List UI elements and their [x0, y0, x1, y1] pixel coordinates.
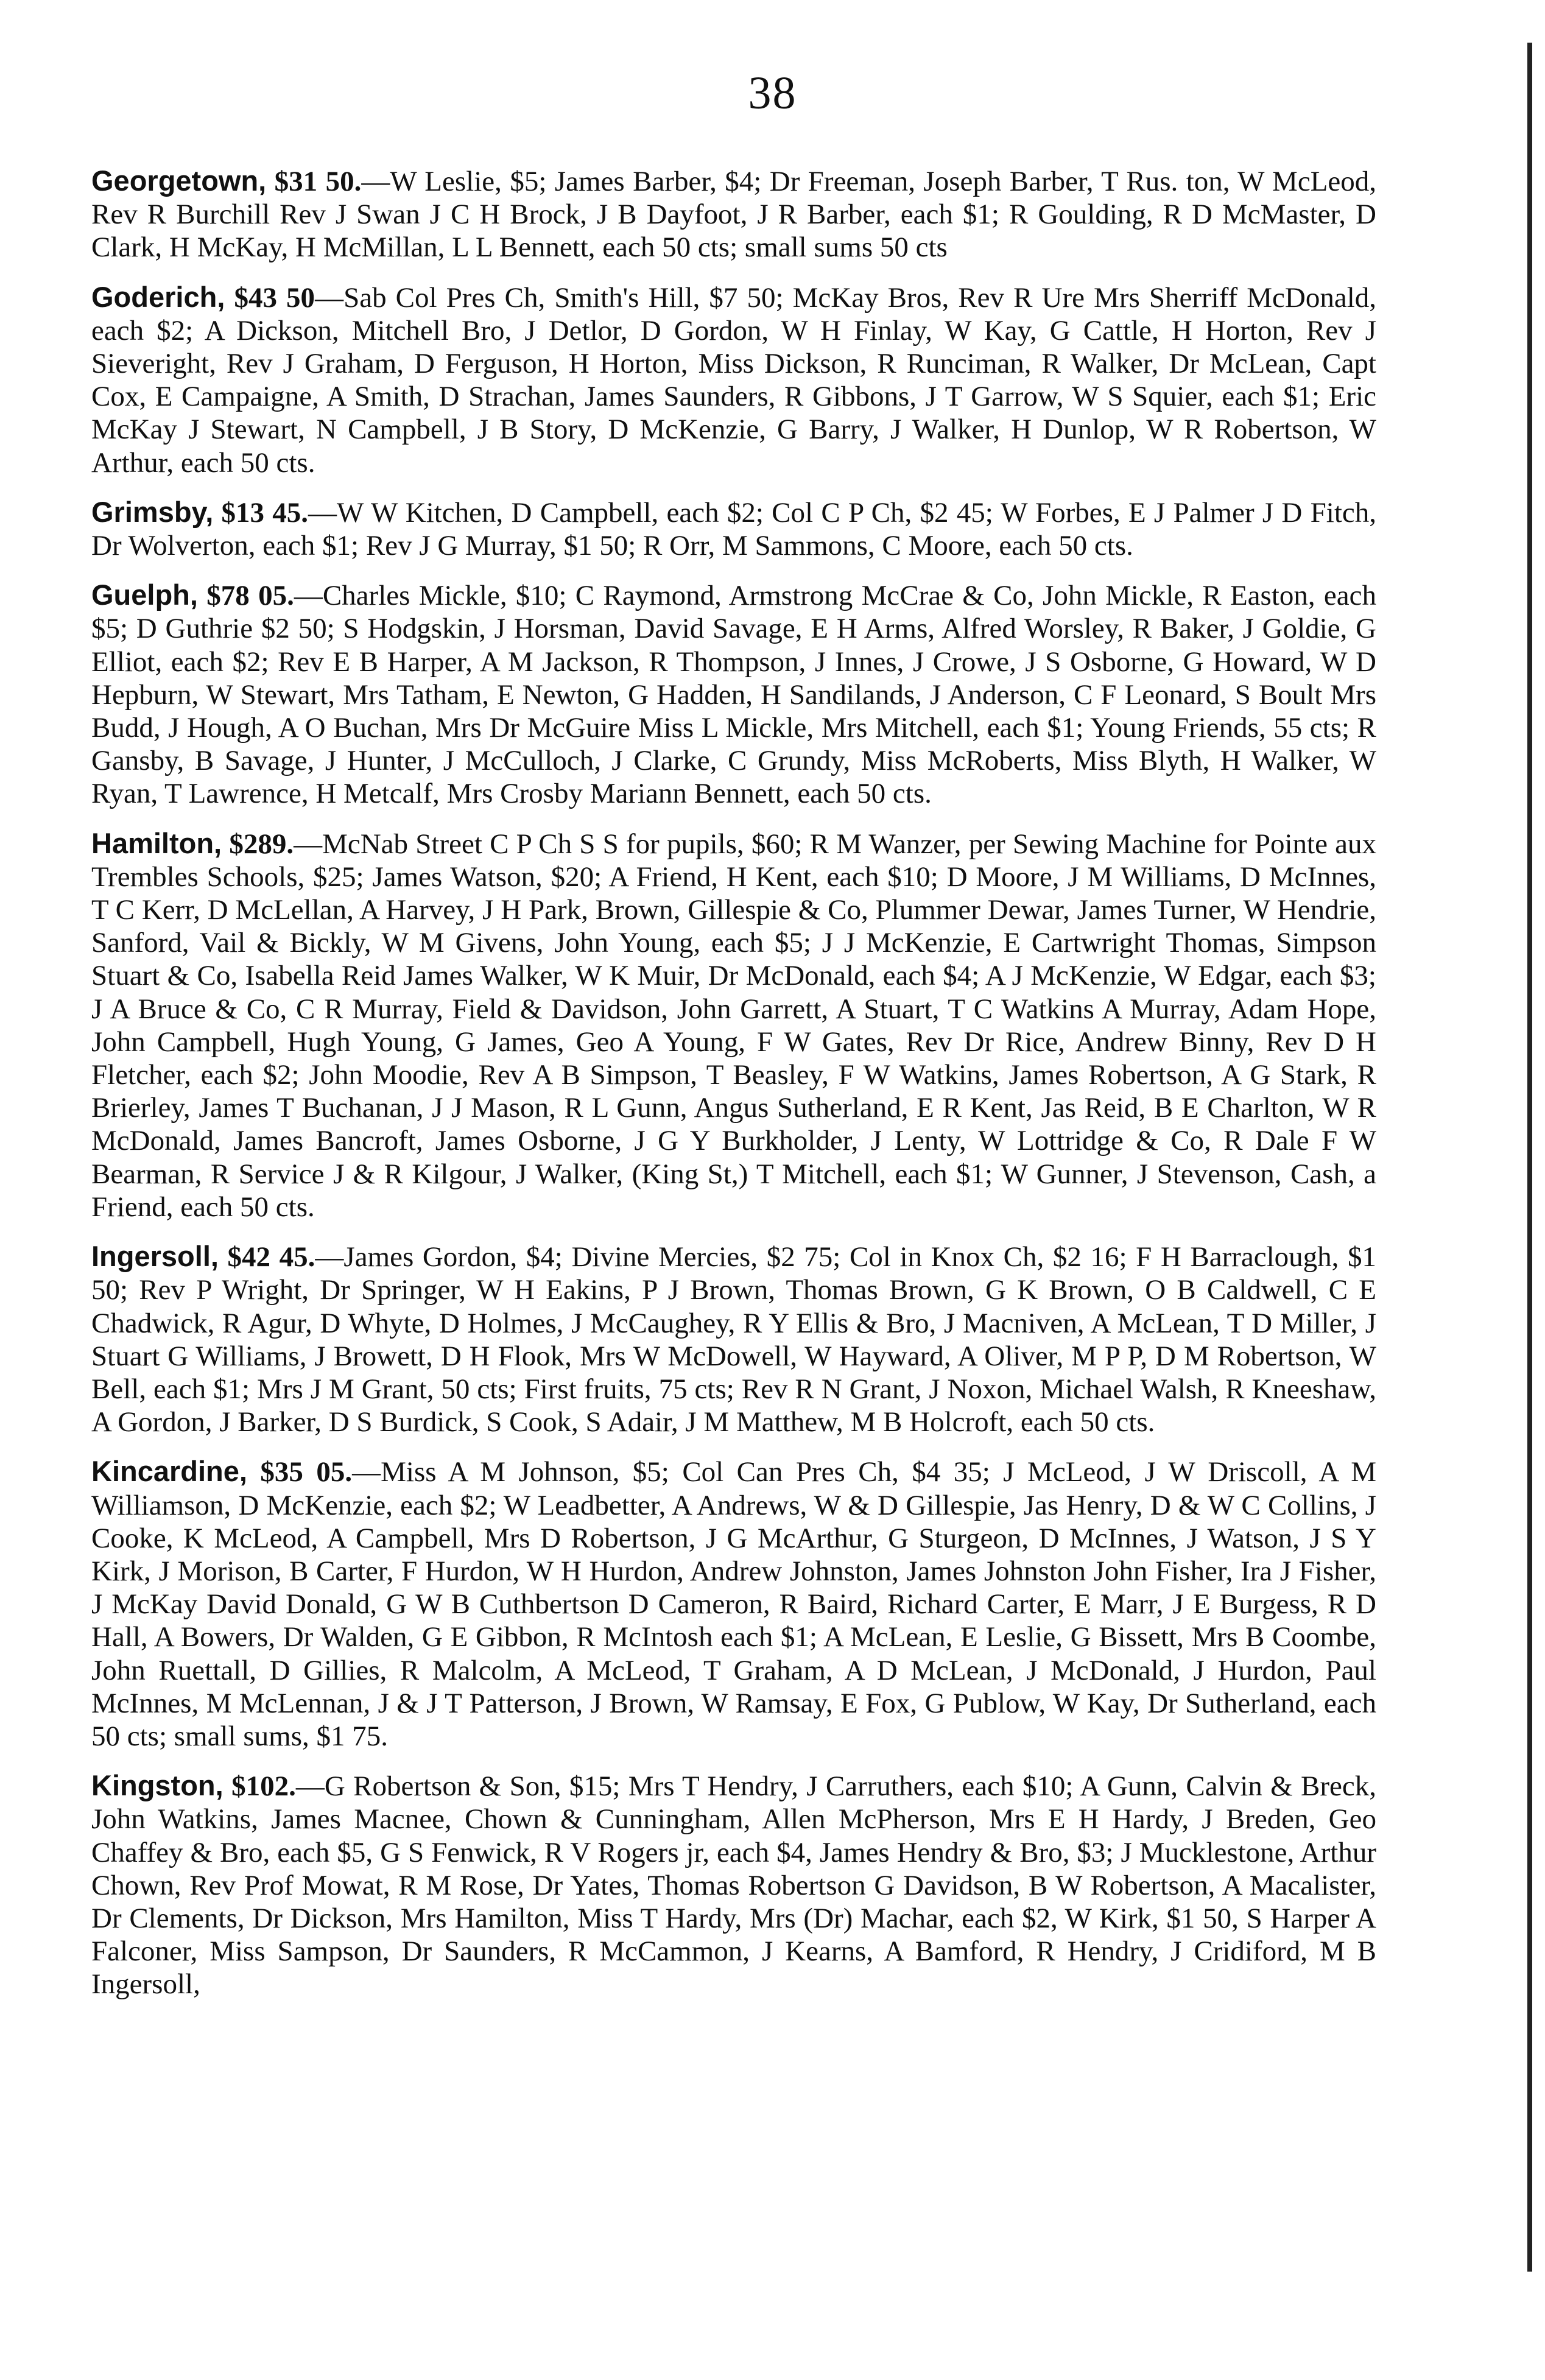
place-name: Georgetown, — [91, 164, 267, 197]
entry-georgetown — [91, 164, 1376, 264]
page-number: 38 — [748, 68, 797, 119]
margin-rule — [1527, 43, 1532, 2272]
place-name: Goderich, — [91, 280, 225, 313]
place-total: $78 05. — [206, 580, 294, 612]
place-total: $13 45. — [221, 496, 309, 529]
place-name: Hamilton, — [91, 826, 222, 859]
entry-text: —James Gordon, $4; Divine Mercies, $2 75; Col in Knox Ch, $2 16; F H Barraclough, $1 50; Rev P Wright, Dr Springer, W H Eakins, P J Brown, Thomas Brown, G K Brown, O B Caldwell, C E Chadwick, R Agur, D Whyte, D Holmes, J McCaughey, R Y Ellis & Bro, J Macniven, A McLean, T D Miller, J Stuart G Williams, J Browett, D H Flook, Mrs W McDowell, W Hayward, A Oliver, M P P, D M Robertson, W Bell, each $1; Mrs J M Grant, 50 cts; First fruits, 75 cts; Rev R N Grant, J Noxon, Michael Walsh, R Kneeshaw, A Gordon, J Barker, D S Burdick, S Cook, S Adair, J M Matthew, M B Holcroft, each 50 cts. — [91, 1241, 1377, 1438]
place-total: $42 45. — [227, 1241, 315, 1273]
entry-guelph — [91, 579, 1376, 810]
entry-grimsby — [91, 496, 1376, 562]
entry-text: —Miss A M Johnson, $5; Col Can Pres Ch, $4 35; J McLeod, J W Driscoll, A M Williamson, D McKenzie, each $2; W Leadbetter, A Andrews, W & D Gillespie, Jas Henry, D & W C Collins, J Cooke, K McLeod, A Campbell, Mrs D Robertson, J G McArthur, G Sturgeon, D McInnes, J Watson, J S Y Kirk, J Morison, B Carter, F Hurdon, W H Hurdon, Andrew Johnston, James Johnston John Fisher, Ira J Fisher, J McKay David Donald, G W B Cuthbertson D Cameron, R Baird, Richard Carter, E Marr, J E Burgess, R D Hall, A Bowers, Dr Walden, G E Gibbon, R McIntosh each $1; A McLean, E Leslie, G Bissett, Mrs B Coombe, John Ruettall, D Gillies, R Malcolm, A McLeod, T Graham, A D McLean, J McDonald, J Hurdon, Paul McInnes, M McLennan, J & J T Patterson, J Brown, W Ramsay, E Fox, G Publow, W Kay, Dr Sutherland, each 50 cts; small sums, $1 75. — [91, 1456, 1377, 1752]
entry-kincardine — [91, 1455, 1376, 1753]
place-total: $35 05. — [260, 1456, 353, 1488]
entry-text: —W Leslie, $5; James Barber, $4; Dr Freeman, Joseph Barber, T Rus. ton, W McLeod, Rev R Burchill Rev J Swan J C H Brock, J B Dayfoot, J R Barber, each $1; R Goulding, R D McMaster, D Clark, H McKay, H McMillan, L L Bennett, each 50 cts; small sums 50 cts — [91, 166, 1377, 264]
place-total: $43 50 — [234, 281, 315, 314]
entry-text: —W W Kitchen, D Campbell, each $2; Col C P Ch, $2 45; W Forbes, E J Palmer J D Fitch, Dr Wolverton, each $1; Rev J G Murray, $1 50; R Orr, M Sammons, C Moore, each 50 cts. — [91, 496, 1377, 562]
place-total: $102. — [231, 1770, 296, 1803]
place-name: Kingston, — [91, 1769, 223, 1802]
entry-text: —G Robertson & Son, $15; Mrs T Hendry, J Carruthers, each $10; A Gunn, Calvin & Breck, John Watkins, James Macnee, Chown & Cunningham, Allen McPherson, Mrs E H Hardy, J Breden, Geo Chaffey & Bro, each $5, G S Fenwick, R V Rogers jr, each $4, James Hendry & Bro, $3; J Mucklestone, Arthur Chown, Rev Prof Mowat, R M Rose, Dr Yates, Thomas Robertson G Davidson, B W Robertson, A Macalister, Dr Clements, Dr Dickson, Mrs Hamilton, Miss T Hardy, Mrs (Dr) Machar, each $2, W Kirk, $1 50, S Harper A Falconer, Miss Sampson, Dr Saunders, R McCammon, J Kearns, A Bamford, R Hendry, J Cridiford, M B Ingersoll, — [91, 1770, 1377, 2001]
entry-goderich — [91, 281, 1376, 479]
entry-text: —Sab Col Pres Ch, Smith's Hill, $7 50; McKay Bros, Rev R Ure Mrs Sherriff McDonald, each $2; A Dickson, Mitchell Bro, J Detlor, D Gordon, W H Finlay, W Kay, G Cattle, H Horton, Rev J Sieveright, Rev J Graham, D Ferguson, H Horton, Miss Dickson, R Runciman, R Walker, Dr McLean, Capt Cox, E Campaigne, A Smith, D Strachan, James Saunders, R Gibbons, J T Garrow, W S Squier, each $1; Eric McKay J Stewart, N Campbell, J B Story, D McKenzie, G Barry, J Walker, H Dunlop, W R Robertson, W Arthur, each 50 cts. — [91, 281, 1377, 479]
place-total: $31 50. — [274, 166, 362, 197]
place-total: $289. — [229, 828, 294, 860]
entry-text: —McNab Street C P Ch S S for pupils, $60; R M Wanzer, per Sewing Machine for Pointe aux Trembles Schools, $25; James Watson, $20; A Friend, H Kent, each $10; D Moore, J M Williams, D McInnes, T C Kerr, D McLellan, A Harvey, J H Park, Brown, Gillespie & Co, Plummer Dewar, James Turner, W Hendrie, Sanford, Vail & Bickly, W M Givens, John Young, each $5; J J McKenzie, E Cartwright Thomas, Simpson Stuart & Co, Isabella Reid James Walker, W K Muir, Dr McDonald, each $4; A J McKenzie, W Edgar, each $3; J A Bruce & Co, C R Murray, Field & Davidson, John Garrett, A Stuart, T C Watkins A Murray, Adam Hope, John Campbell, Hugh Young, G James, Geo A Young, F W Gates, Rev Dr Rice, Andrew Binny, Rev D H Fletcher, each $2; John Moodie, Rev A B Simpson, T Beasley, F W Watkins, James Robertson, A G Stark, R Brierley, James T Buchanan, J J Mason, R L Gunn, Angus Sutherland, E R Kent, Jas Reid, B E Charlton, W R McDonald, James Bancroft, James Osborne, J G Y Burkholder, J Lenty, W Lottridge & Co, R Dale F W Bearman, R Service J & R Kilgour, J Walker, (King St,) T Mitchell, each $1; W Gunner, J Stevenson, Cash, a Friend, each 50 cts. — [91, 828, 1377, 1223]
entry-hamilton — [91, 827, 1376, 1223]
place-name: Kincardine, — [91, 1455, 247, 1488]
place-name: Guelph, — [91, 579, 198, 611]
entry-ingersoll — [91, 1240, 1376, 1438]
subscription-list — [91, 164, 1376, 2001]
place-name: Ingersoll, — [91, 1240, 219, 1273]
place-name: Grimsby, — [91, 495, 214, 528]
entry-text: —Charles Mickle, $10; C Raymond, Armstrong McCrae & Co, John Mickle, R Easton, each $5; D Guthrie $2 50; S Hodgskin, J Horsman, David Savage, E H Arms, Alfred Worsley, R Baker, J Goldie, G Elliot, each $2; Rev E B Harper, A M Jackson, R Thompson, J Innes, J Crowe, J S Osborne, G Howard, W D Hepburn, W Stewart, Mrs Tatham, E Newton, G Hadden, H Sandilands, J Anderson, C F Leonard, S Boult Mrs Budd, J Hough, A O Buchan, Mrs Dr McGuire Miss L Mickle, Mrs Mitchell, each $1; Young Friends, 55 cts; R Gansby, B Savage, J Hunter, J McCulloch, J Clarke, C Grundy, Miss McRoberts, Miss Blyth, H Walker, W Ryan, T Lawrence, H Metcalf, Mrs Crosby Mariann Bennett, each 50 cts. — [91, 580, 1377, 810]
entry-kingston — [91, 1769, 1376, 2001]
